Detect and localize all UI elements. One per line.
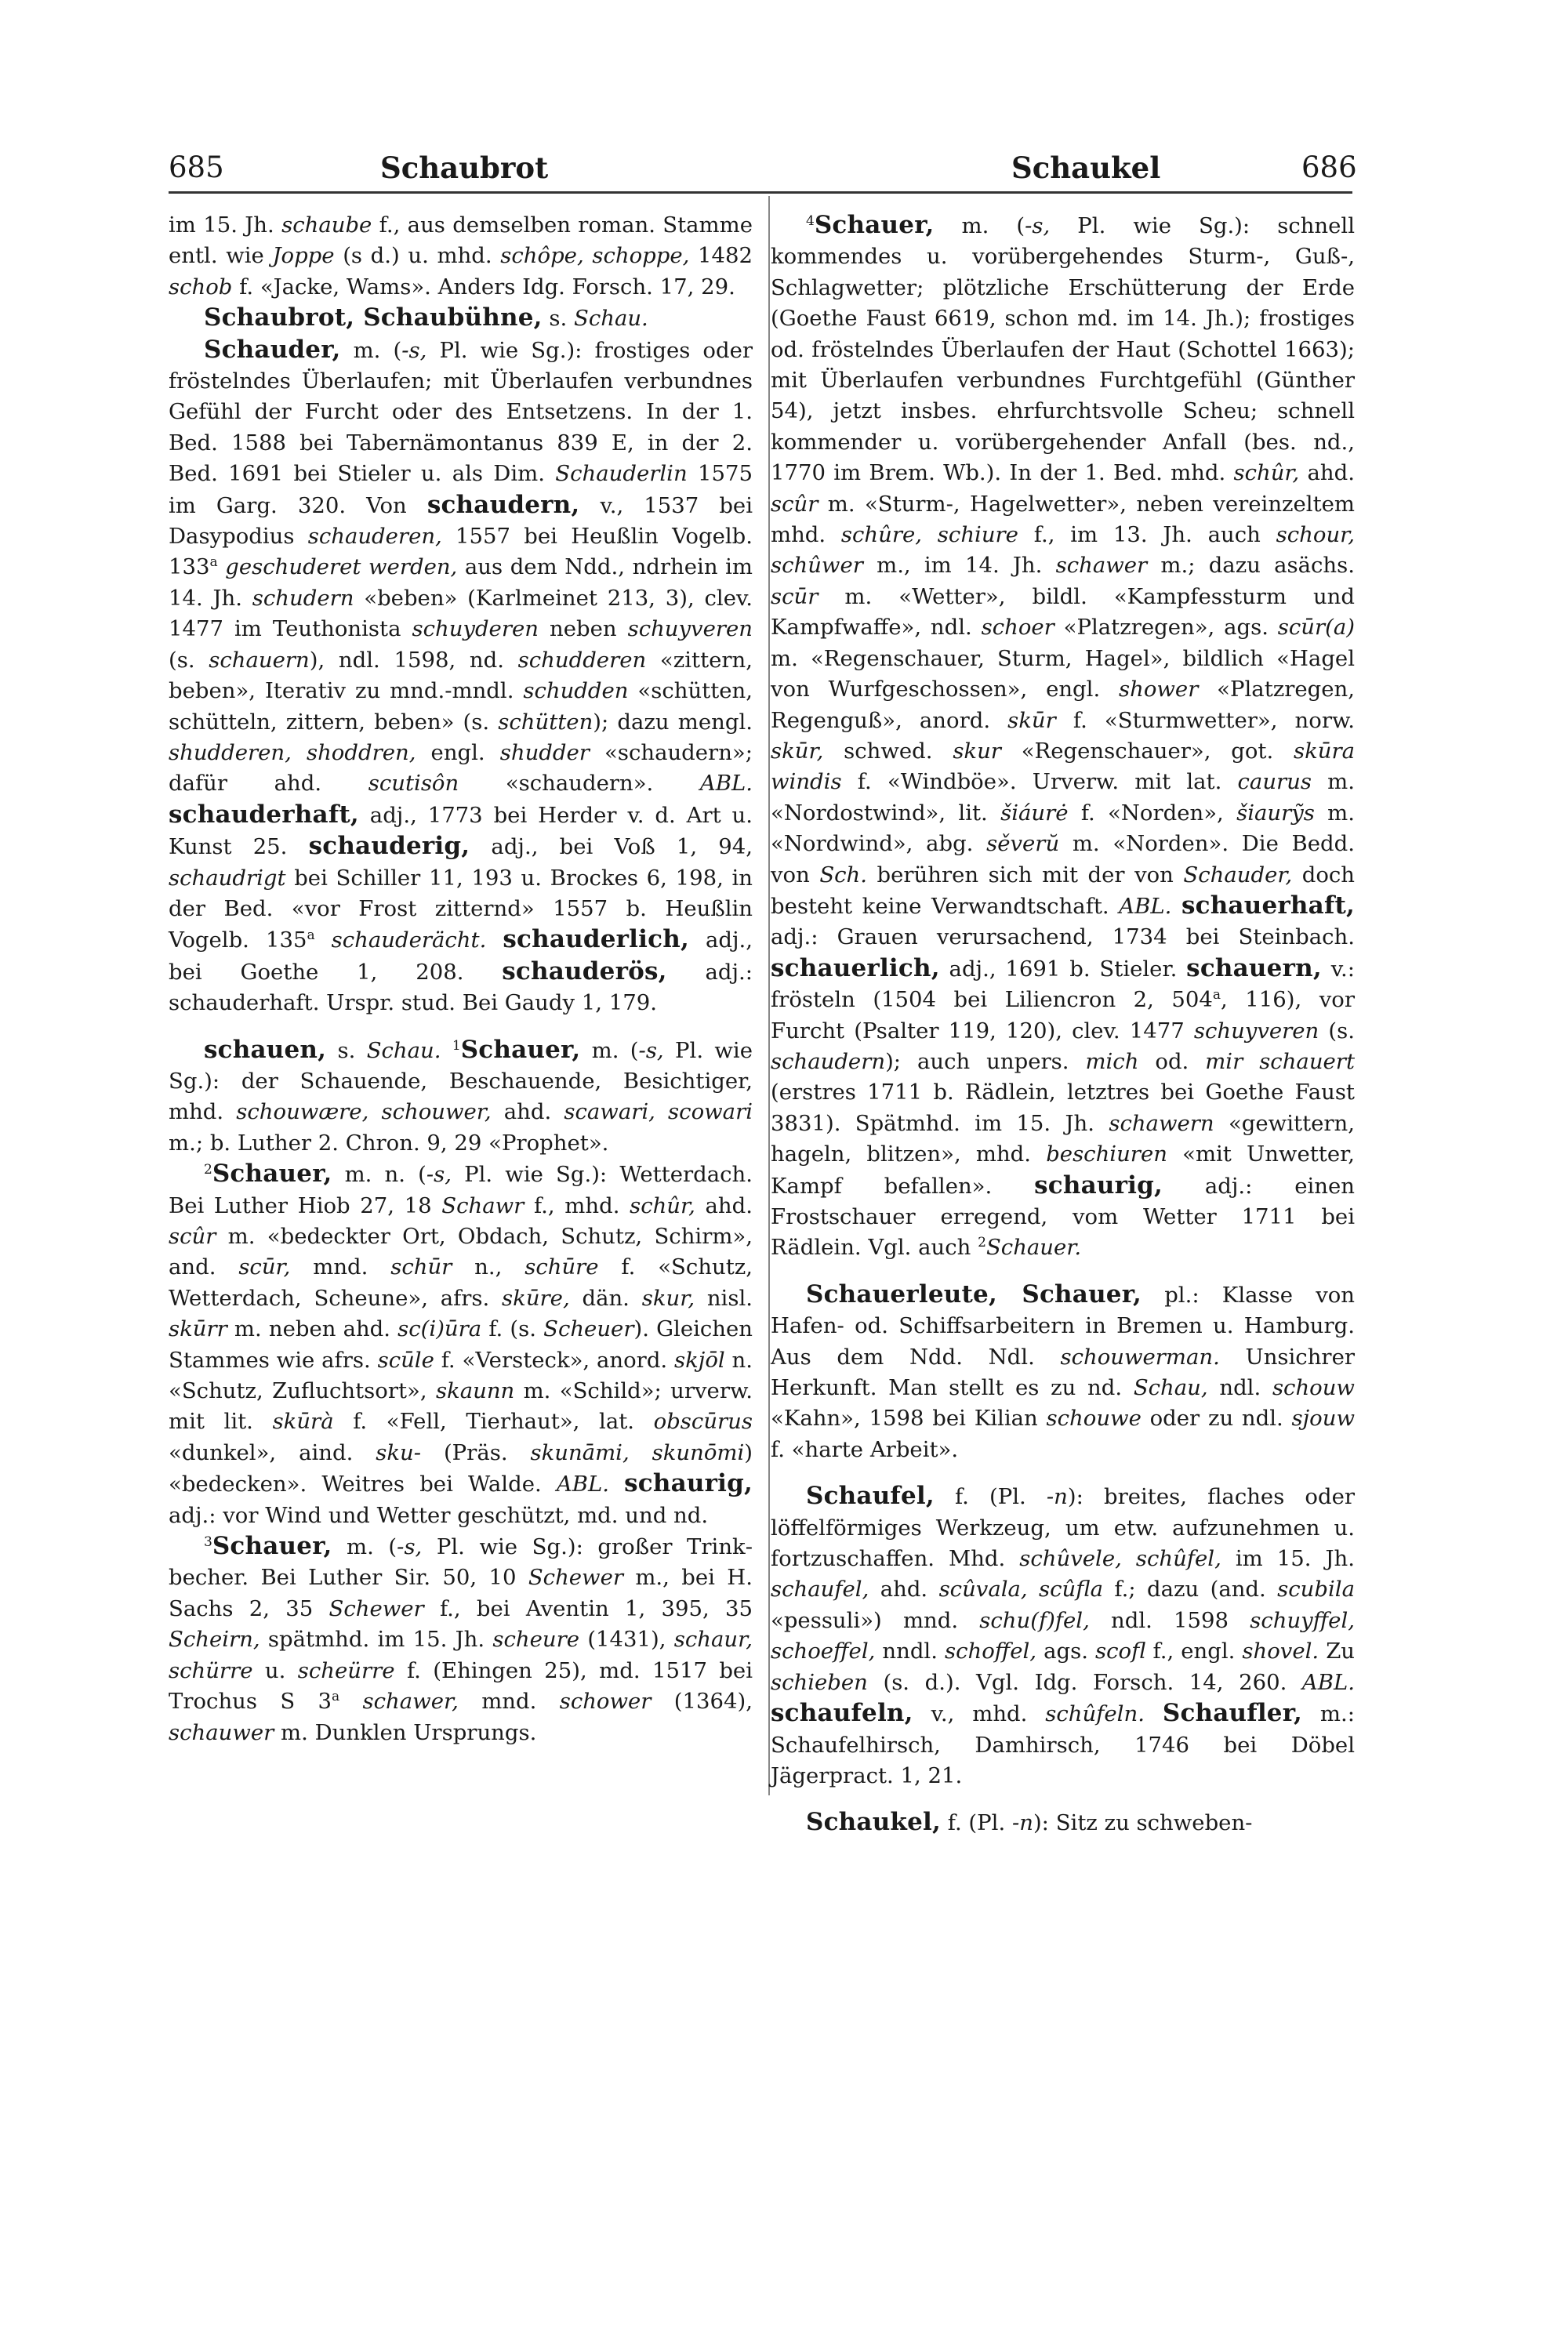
entry-schauder: Schauder, m. (-s, Pl. wie Sg.): frostiges oder fröstelndes Überlaufen; mit Überlaufen verbundnes Gefühl der Furcht oder des Entsetzens. In der 1. Bed. 1588 bei Tabernämontanus 839 E, in der 2. Bed. 1691 bei Stieler u. als Dim. Schauderlin 1575 im Garg. 320. Von schaudern, v., 1537 bei Dasypodius schauderen, 1557 bei Heußlin Vogelb. 133$^a$ geschuderet werden, aus dem Ndd., ndrhein im 14. Jh. schudern «beben» (Karlmeinet 213, 3), clev. 1477 im Teuthonista schuyderen neben schuyveren (s. schauern), ndl. 1598, nd. schudderen «zittern, beben», Iterativ zu mnd.-mndl. schudden «schütten, schütteln, zittern, beben» (s. schütten); dazu mengl. shudderen, shoddren, engl. shudder «schaudern»; dafür ahd. scutisôn «schaudern». ABL. schauderhaft, adj., 1773 bei Herder v. d. Art u. Kunst 25. schauderig, adj., bei Voß 1, 94, schaudrigt bei Schiller 11, 193 u. Brockes 6, 198, in der Bed. «vor Frost zitternd» 1557 b. Heußlin Vogelb. 135$^a$ schauderächt. schauderlich, adj., bei Goethe 1, 208. schauderös, adj.: schauderhaft. Urspr. stud. Bei Gaudy 1, 179. xyxy=(169,335,753,1016)
entry-schauerleute: Schauerleute, Schauer, pl.: Klasse von Hafen- od. Schiffsarbeitern in Bremen u. Hamburg. Aus dem Ndd. Ndl. schouwerman. Unsichrer Herkunft. Man stellt es zu nd. Schau, ndl. schouw «Kahn», 1598 bei Kilian schouwe oder zu ndl. sjouw f. «harte Arbeit». xyxy=(771,1279,1355,1462)
left-catchword: Schaubrot xyxy=(380,151,549,185)
header-rule xyxy=(169,191,1352,194)
right-page-number: 686 xyxy=(1301,151,1357,184)
right-catchword: Schaukel xyxy=(1011,151,1161,185)
entry-schaukel: Schaukel, f. (Pl. -n): Sitz zu schweben- xyxy=(806,1808,1253,1837)
entry-schauer-3: $^3$Schauer, m. (-s, Pl. wie Sg.): großer Trinkbecher. Bei Luther Sir. 50, 10 Schewer m., bei H. Sachs 2, 35 Schewer f., bei Aventin 1, 395, 35 Scheirn, spätmhd. im 15. Jh. scheure (1431), schaur, schürre u. scheürre f. (Ehingen 25), md. 1517 bei Trochus S 3$^a$ schawer, mnd. schower (1364), schauwer m. Dunklen Ursprungs. xyxy=(169,1532,753,1745)
entry-schauer-2: $^2$Schauer, m. n. (-s, Pl. wie Sg.): Wetterdach. Bei Luther Hiob 27, 18 Schawr f., mhd. schûr, ahd. scûr m. «bedeckter Ort, Obdach, Schutz, Schirm», and. scūr, mnd. schūr n., schūre f. «Schutz, Wetterdach, Scheune», afrs. skūre, dän. skur, nisl. skūrr m. neben ahd. sc(i)ūra f. (s. Scheuer). Gleichen Stammes wie afrs. scūle f. «Versteck», anord. skjōl n. «Schutz, Zufluchtsort», skaunn m. «Schild»; urverw. mit lit. skūrà f. «Fell, Tierhaut», lat. obscūrus «dunkel», aind. sku- (Präs. skunāmi, skunōmi) «bedecken». Weitres bei Walde. ABL. schaurig, adj.: vor Wind und Wetter geschützt, md. und nd. xyxy=(169,1160,753,1528)
left-page-number: 685 xyxy=(169,151,224,184)
left-column xyxy=(169,210,753,1748)
entry-schaufel: Schaufel, f. (Pl. -n): breites, flaches oder löffelförmiges Werkzeug, um etw. aufzunehmen u. fortzuschaffen. Mhd. schûvele, schûfel, im 15. Jh. schaufel, ahd. scûvala, scûfla f.; dazu (and. scubila «pessuli») mnd. schu(f)fel, ndl. 1598 schuyffel, schoeffel, nndl. schoffel, ags. scofl f., engl. shovel. Zu schieben (s. d.). Vgl. Idg. Forsch. 14, 260. ABL. schaufeln, v., mhd. schûfeln. Schaufler, m.: Schaufelhirsch, Damhirsch, 1746 bei Döbel Jägerpract. 1, 21. xyxy=(771,1482,1356,1788)
entry-schaube-continuation: im 15. Jh. schaube f., aus demselben roman. Stamme entl. wie Joppe (s d.) u. mhd. schôpe, schoppe, 1482 schob f. «Jacke, Wams». Anders Idg. Forsch. 17, 29. xyxy=(169,212,753,299)
entry-schauer-4: $^4$Schauer, m. (-s, Pl. wie Sg.): schnell kommendes u. vorübergehendes Sturm-, Guß-, Schlagwetter; plötzliche Erschütterung der Erde (Goethe Faust 6619, schon md. im 14. Jh.); frostiges od. fröstelndes Überlaufen der Haut (Schottel 1663); mit Überlaufen verbundnes Furchtgefühl (Günther 54), jetzt insbes. ehrfurchtsvolle Scheu; schnell kommender u. vorübergehender Anfall (bes. nd., 1770 im Brem. Wb.). In der 1. Bed. mhd. schûr, ahd. scûr m. «Sturm-, Hagelwetter», neben vereinzeltem mhd. schûre, schiure f., im 13. Jh. auch schour, schûwer m., im 14. Jh. schawer m.; dazu asächs. scūr m. «Wetter», bildl. «Kampfessturm und Kampfwaffe», ndl. schoer «Platzregen», ags. scūr(a) m. «Regenschauer, Sturm, Hagel», bildlich «Hagel von Wurfgeschossen», engl. shower «Platzregen, Regenguß», anord. skūr f. «Sturmwetter», norw. skūr, schwed. skur «Regenschauer», got. skūra windis f. «Windböe». Urverw. mit lat. caurus m. «Nordostwind», lit. šiáurė f. «Norden», šiaurỹs m. «Nordwind», abg. sěverŭ m. «Norden». Die Bedd. von Sch. berühren sich mit der von Schauder, doch besteht keine Verwandtschaft. ABL. schauerhaft, adj.: Grauen verursachend, 1734 bei Steinbach. schauerlich, adj., 1691 b. Stieler. schauern, v.: frösteln (1504 bei Liliencron 2, 504$^a$, 116), vor Furcht (Psalter 119, 120), clev. 1477 schuyveren (s. schaudern); auch unpers. mich od. mir schauert (erstres 1711 b. Rädlein, letztres bei Goethe Faust 3831). Spätmhd. im 15. Jh. schawern «gewittern, hageln, blitzen», mhd. beschiuren «mit Unwetter, Kampf befallen». schaurig, adj.: einen Frostschauer erregend, vom Wetter 1711 bei Rädlein. Vgl. auch $^2$Schauer. xyxy=(771,211,1356,1261)
entry-schaubrot: Schaubrot, Schaubühne, s. Schau. xyxy=(204,303,648,332)
column-separator xyxy=(768,196,770,1795)
right-column xyxy=(771,210,1355,1839)
entry-schauen-schauer-1: schauen, s. Schau. $^1$Schauer, m. (-s, Pl. wie Sg.): der Schauende, Beschauende, Besichtiger, mhd. schouwære, schouwer, ahd. scawari, scowari m.; b. Luther 2. Chron. 9, 29 «Prophet». xyxy=(169,1035,753,1156)
